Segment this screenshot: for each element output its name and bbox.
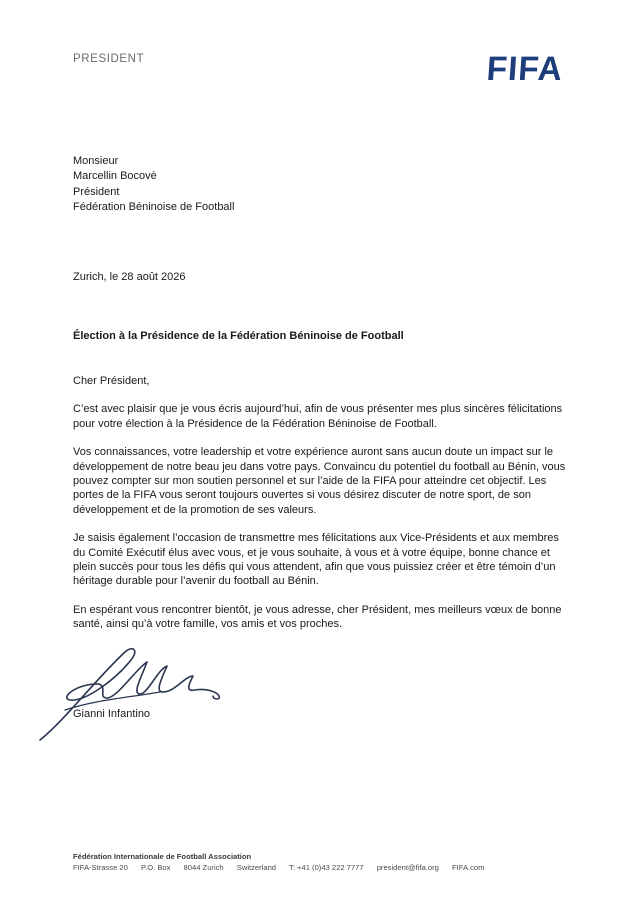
handwritten-signature: [35, 640, 235, 750]
salutation: Cher Président,: [73, 375, 150, 387]
footer-pobox: P.O. Box: [141, 863, 171, 872]
body-paragraph: En espérant vous rencontrer bientôt, je vous adresse, cher Président, mes meilleurs vœux de bonne santé, ainsi qu’à votre famille, vos amis et vos proches.: [73, 604, 562, 631]
header-label: PRESIDENT: [73, 53, 145, 65]
fifa-logo: FIFA: [485, 50, 565, 88]
footer-country: Switzerland: [236, 863, 277, 872]
footer-phone: T: +41 (0)43 222 7777: [289, 863, 364, 872]
letter-date: Zurich, le 28 août 2026: [73, 271, 186, 283]
addressee-line: Marcellin Bocovè: [73, 170, 157, 183]
body-paragraph: C’est avec plaisir que je vous écris aujourd’hui, afin de vous présenter mes plus sincères félicitations pour votre élection à la Présidence de la Fédération Béninoise de Football.: [73, 403, 563, 430]
footer-city: 8044 Zurich: [183, 863, 224, 872]
footer-organization: Fédération Internationale de Football Association: [73, 852, 252, 861]
letter-body: [73, 374, 573, 646]
addressee-line: Fédération Béninoise de Football: [73, 200, 235, 213]
addressee-block: [73, 154, 234, 215]
letter-footer: [73, 852, 495, 872]
footer-email: president@fifa.org: [376, 863, 439, 872]
addressee-line: Monsieur: [73, 155, 119, 167]
footer-street: FIFA-Strasse 20: [73, 863, 128, 872]
footer-website: FIFA.com: [451, 863, 485, 872]
footer-contact-line: [73, 863, 495, 872]
letter-subject: Élection à la Présidence de la Fédération Béninoise de Football: [73, 330, 404, 342]
addressee-line: Président: [73, 185, 120, 198]
signatory-name: Gianni Infantino: [73, 708, 151, 720]
body-paragraph: Je saisis également l’occasion de transmettre mes félicitations aux Vice-Présidents et aux membres du Comité Exécutif élus avec vous, et je vous souhaite, à vous et à votre équipe, bonne chance et plein succès pour tous les défis qui vous attendent, afin que vous puissiez créer et être témoin d’un héritage durable pour l’avenir du football au Bénin.: [73, 532, 559, 588]
body-paragraph: Vos connaissances, votre leadership et votre expérience auront sans aucun doute un impact sur le développement de notre beau jeu dans votre pays. Convaincu du potentiel du football au Bénin, vous pouvez compter sur mon soutien personnel et sur l’aide de la FIFA pour atteindre cet objectif. Les portes de la FIFA vous seront toujours ouvertes si vous désirez discuter de notre sport, de son développement et de la promotion de ses valeurs.: [73, 446, 566, 516]
